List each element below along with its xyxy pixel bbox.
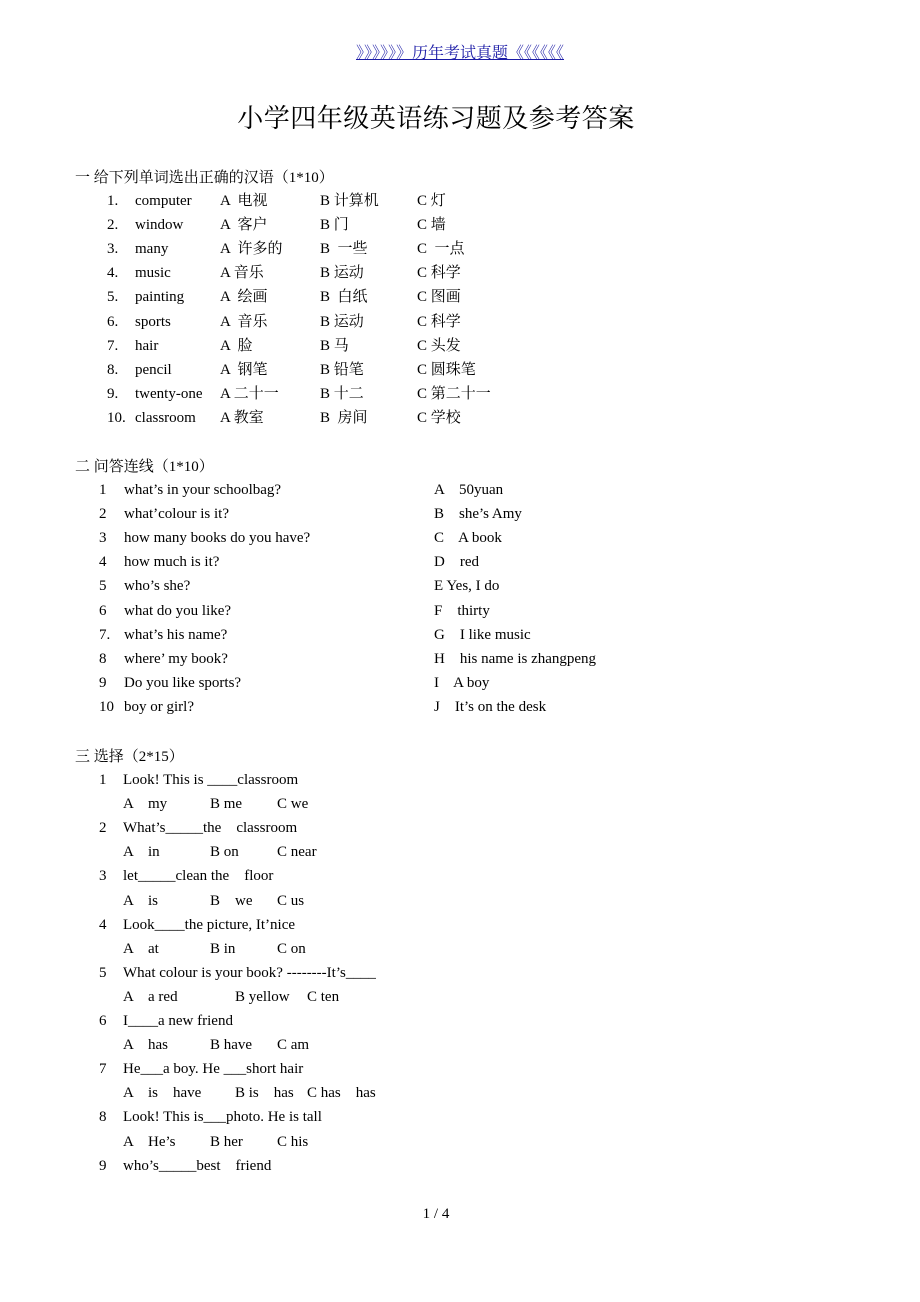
answer-option: I A boy	[434, 674, 490, 691]
question-number: 3	[99, 868, 107, 885]
question-text: boy or girl?	[124, 698, 194, 715]
question-number: 1	[99, 772, 107, 788]
option-a: A 音乐	[220, 265, 264, 282]
question-text: What colour is your book? --------It’s____	[123, 964, 376, 981]
item-number: 5.	[107, 289, 119, 306]
vocab-word: sports	[135, 313, 171, 330]
question-number: 1	[99, 482, 107, 498]
choice-option: A a red	[123, 988, 178, 1005]
vocab-word: many	[135, 241, 169, 258]
option-b: B 白纸	[320, 289, 368, 306]
question-text: who’s she?	[124, 578, 191, 595]
vocab-word: classroom	[135, 409, 196, 426]
item-number: 2.	[107, 217, 119, 234]
choice-option: A is	[123, 892, 159, 909]
question-text: Look! This is ____classroom	[123, 772, 299, 788]
question-number: 6	[99, 1013, 107, 1029]
option-b: B 一些	[320, 241, 368, 258]
question-text: Look____the picture, It’nice	[123, 916, 296, 933]
answer-option: E Yes, I do	[434, 578, 500, 595]
option-b: B 马	[320, 337, 349, 354]
option-a: A 教室	[220, 409, 264, 426]
question-text: Do you like sports?	[124, 674, 242, 691]
option-a: A 电视	[220, 193, 268, 209]
option-a: A 绘画	[220, 289, 268, 306]
question-text: how many books do you have?	[124, 530, 311, 547]
question-number: 4	[99, 554, 107, 571]
choice-option: C on	[277, 940, 306, 957]
choice-option: A is have	[123, 1085, 202, 1102]
question-text: what’colour is it?	[124, 506, 229, 523]
option-a: A 音乐	[220, 313, 268, 330]
option-c: C 一点	[417, 241, 465, 258]
choice-option: B in	[210, 940, 236, 957]
choice-option: C us	[277, 892, 305, 909]
option-a: A 许多的	[220, 241, 283, 258]
section2-heading: 二 问答连线（1*10）	[75, 459, 214, 475]
answer-option: J It’s on the desk	[434, 698, 547, 715]
answer-option: A 50yuan	[434, 482, 504, 498]
choice-option: C ten	[307, 988, 340, 1005]
choice-option: C we	[277, 796, 309, 813]
question-text: Look! This is___photo. He is tall	[123, 1109, 322, 1126]
question-number: 9	[99, 674, 107, 691]
section3-heading: 三 选择（2*15）	[75, 749, 184, 765]
vocab-word: hair	[135, 337, 159, 354]
question-number: 2	[99, 506, 107, 523]
option-a: A 二十一	[220, 385, 279, 402]
question-text: I____a new friend	[123, 1013, 233, 1029]
choice-option: A in	[123, 844, 160, 861]
vocab-word: music	[135, 265, 171, 282]
vocab-word: painting	[135, 289, 185, 306]
vocab-word: twenty-one	[135, 385, 203, 402]
question-number: 6	[99, 602, 107, 619]
choice-option: A He’s	[123, 1133, 176, 1150]
option-a: A 客户	[220, 217, 268, 234]
question-number: 4	[99, 916, 107, 933]
choice-option: B her	[210, 1133, 243, 1150]
option-b: B 运动	[320, 313, 364, 330]
choice-option: C am	[277, 1037, 310, 1054]
choice-option: B yellow	[235, 988, 290, 1005]
question-text: what’s in your schoolbag?	[124, 482, 282, 498]
option-b: B 十二	[320, 385, 364, 402]
choice-option: B on	[210, 844, 239, 861]
item-number: 4.	[107, 265, 119, 282]
item-number: 7.	[107, 337, 119, 354]
question-text: who’s_____best friend	[123, 1157, 272, 1174]
option-c: C 头发	[417, 337, 461, 354]
section1-heading: 一 给下列单词选出正确的汉语（1*10）	[75, 170, 334, 186]
vocab-word: window	[135, 217, 184, 234]
option-c: C 图画	[417, 289, 461, 306]
option-c: C 第二十一	[417, 385, 491, 402]
choice-option: B me	[210, 796, 243, 813]
question-number: 2	[99, 820, 107, 837]
option-a: A 钢笔	[220, 361, 268, 378]
item-number: 8.	[107, 361, 119, 378]
option-b: B 铅笔	[320, 361, 364, 378]
option-c: C 圆珠笔	[417, 361, 476, 378]
item-number: 1.	[107, 193, 119, 209]
question-number: 8	[99, 1109, 107, 1126]
question-number: 5	[99, 964, 107, 981]
answer-option: G I like music	[434, 626, 531, 643]
page-title: 小学四年级英语练习题及参考答案	[237, 104, 635, 133]
choice-option: A at	[123, 940, 159, 957]
item-number: 10.	[107, 409, 126, 426]
option-c: C 灯	[417, 193, 446, 209]
option-b: B 计算机	[320, 193, 379, 209]
answer-option: C A book	[434, 530, 502, 547]
exam-link[interactable]: 》》》》》》历年考试真题《《《《《《	[355, 45, 564, 62]
question-text: what’s his name?	[124, 626, 228, 643]
choice-option: B have	[210, 1037, 253, 1054]
question-text: He___a boy. He ___short hair	[123, 1061, 304, 1078]
answer-option: H his name is zhangpeng	[434, 650, 597, 667]
choice-option: A has	[123, 1037, 168, 1054]
option-c: C 学校	[417, 409, 461, 426]
question-text: what do you like?	[124, 602, 232, 619]
item-number: 9.	[107, 385, 119, 402]
choice-option: B we	[210, 892, 253, 909]
question-text: where’ my book?	[124, 650, 228, 667]
option-c: C 墙	[417, 217, 446, 234]
question-number: 7	[99, 1061, 107, 1078]
choice-option: C near	[277, 844, 317, 861]
question-number: 3	[99, 530, 107, 547]
page-number: 1 / 4	[422, 1206, 450, 1222]
answer-option: D red	[434, 554, 479, 571]
option-b: B 运动	[320, 265, 364, 282]
question-number: 8	[99, 650, 107, 667]
question-number: 9	[99, 1157, 107, 1174]
question-number: 7.	[99, 626, 111, 643]
answer-option: B she’s Amy	[434, 506, 522, 523]
choice-option: C has has	[307, 1085, 376, 1102]
question-text: What’s_____the classroom	[123, 820, 298, 837]
option-c: C 科学	[417, 265, 461, 282]
choice-option: C his	[277, 1133, 309, 1150]
choice-option: A my	[123, 796, 168, 813]
option-a: A 脸	[220, 337, 253, 354]
item-number: 3.	[107, 241, 119, 258]
option-b: B 门	[320, 217, 349, 234]
question-text: how much is it?	[124, 554, 220, 571]
item-number: 6.	[107, 313, 119, 330]
answer-option: F thirty	[434, 602, 490, 619]
question-number: 5	[99, 578, 107, 595]
question-text: let_____clean the floor	[123, 868, 274, 885]
option-b: B 房间	[320, 409, 368, 426]
option-c: C 科学	[417, 313, 461, 330]
question-number: 10	[99, 698, 114, 715]
vocab-word: pencil	[135, 361, 172, 378]
vocab-word: computer	[135, 193, 192, 209]
choice-option: B is has	[235, 1085, 294, 1102]
